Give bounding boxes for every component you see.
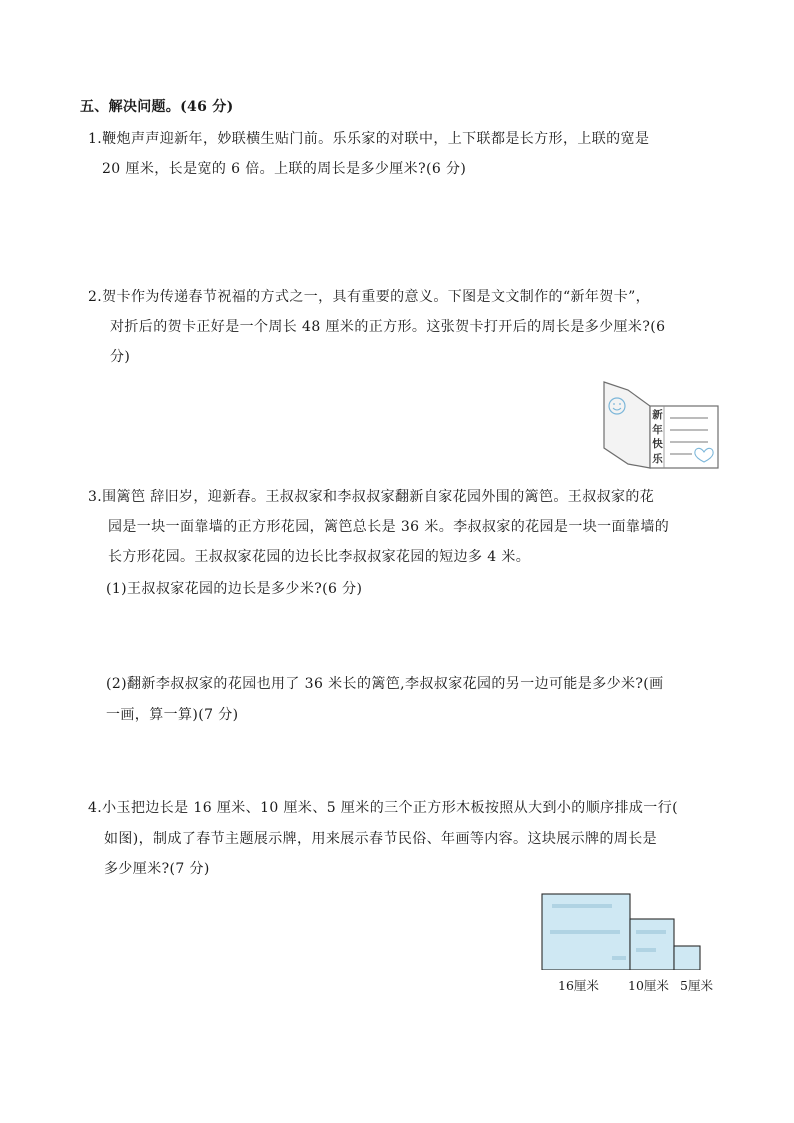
label-16cm: 16厘米 <box>558 978 599 993</box>
question-4-line-3: 多少厘米?(7 分) <box>104 861 210 877</box>
question-4-line-1: 4.小玉把边长是 16 厘米、10 厘米、5 厘米的三个正方形木板按照从大到小的顺序排成一行( <box>88 800 678 816</box>
question-1-line-1: 1.鞭炮声声迎新年，妙联横生贴门前。乐乐家的对联中，上下联都是长方形，上联的宽是 <box>88 131 650 147</box>
question-3-line-3: 长方形花园。王叔叔家花园的边长比李叔叔家花园的短边多 4 米。 <box>108 549 531 565</box>
question-3-sub-1: (1)王叔叔家花园的边长是多少米?(6 分) <box>106 581 363 597</box>
question-2-line-1: 2.贺卡作为传递春节祝福的方式之一，具有重要的意义。下图是文文制作的“新年贺卡”， <box>88 289 651 305</box>
display-board-figure <box>536 890 726 996</box>
question-2-line-2: 对折后的贺卡正好是一个周长 48 厘米的正方形。这张贺卡打开后的周长是多少厘米?(6 <box>110 319 666 335</box>
square-5cm <box>674 946 700 970</box>
question-3-sub-2-line-1: (2)翻新李叔叔家的花园也用了 36 米长的篱笆,李叔叔家花园的另一边可能是多少米?(画 <box>106 676 664 692</box>
squares-drawing <box>536 890 726 970</box>
card-char: 快 <box>652 438 663 450</box>
card-char: 年 <box>652 423 663 436</box>
question-2-line-3: 分) <box>110 349 131 365</box>
square-10cm <box>630 919 674 970</box>
question-1-line-2: 20 厘米，长是宽的 6 倍。上联的周长是多少厘米?(6 分) <box>102 161 467 177</box>
question-3-line-2: 园是一块一面靠墙的正方形花园，篱笆总长是 36 米。李叔叔家的花园是一块一面靠墙的 <box>108 519 670 535</box>
card-text <box>651 408 664 466</box>
greeting-card-figure <box>600 378 724 472</box>
card-char: 新 <box>652 409 663 421</box>
section-title: 五、解决问题。(46 分) <box>80 99 234 115</box>
question-3-line-1: 3.围篱笆 辞旧岁，迎新春。王叔叔家和李叔叔家翻新自家花园外围的篱笆。王叔叔家的花 <box>88 489 655 505</box>
label-10cm: 10厘米 <box>628 978 669 993</box>
question-4-line-2: 如图)，制成了春节主题展示牌，用来展示春节民俗、年画等内容。这块展示牌的周长是 <box>104 831 658 847</box>
label-5cm: 5厘米 <box>680 978 713 993</box>
question-3-sub-2-line-2: 一画，算一算)(7 分) <box>106 707 239 723</box>
card-char: 乐 <box>652 452 663 465</box>
